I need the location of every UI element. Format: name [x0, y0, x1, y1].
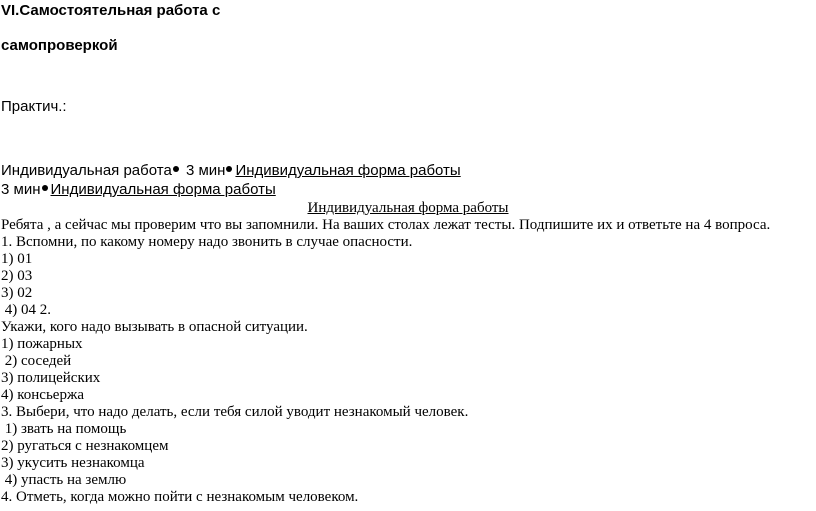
section-title-line-2: самопроверкой — [1, 37, 118, 54]
answer-option: 4) упасть на землю — [1, 472, 127, 488]
answer-option: 2) соседей — [1, 353, 72, 369]
test-content — [1, 217, 813, 506]
answer-option: 2) ругаться с незнакомцем — [1, 438, 169, 454]
summary-form-link: Индивидуальная форма работы — [50, 181, 276, 198]
answer-option: 4) консьержа — [1, 387, 84, 403]
answer-option: 3) 02 — [1, 285, 33, 301]
question-text: 1. Вспомни, по какому номеру надо звонить в случае опасности. — [1, 234, 413, 250]
content-title: Индивидуальная форма работы — [307, 200, 509, 216]
bullet-icon — [173, 166, 179, 172]
answer-option: 3) полицейских — [1, 370, 101, 386]
answer-option: 2) 03 — [1, 268, 33, 284]
practical-label: Практич.: — [1, 98, 67, 115]
bullet-icon — [42, 185, 48, 191]
intro-text: Ребята , а сейчас мы проверим что вы запомнили. На ваших столах лежат тесты. Подпишите их и ответьте на 4 вопроса. — [1, 217, 771, 233]
question-text: Укажи, кого надо вызывать в опасной ситуации. — [1, 319, 308, 335]
summary-duration: 3 мин — [181, 162, 226, 179]
answer-option: 1) 01 — [1, 251, 33, 267]
answer-option: 4) 04 2. — [1, 302, 51, 318]
question-text: 4. Отметь, когда можно пойти с незнакомым человеком. — [1, 489, 359, 505]
summary-form-link: Индивидуальная форма работы — [235, 162, 461, 179]
bullet-icon — [226, 166, 232, 172]
section-title-line-1: VI.Самостоятельная работа с — [1, 2, 221, 19]
answer-option: 3) укусить незнакомца — [1, 455, 145, 471]
summary-duration: 3 мин — [1, 181, 41, 198]
answer-option: 1) звать на помощь — [1, 421, 127, 437]
question-text: 3. Выбери, что надо делать, если тебя силой уводит незнакомый человек. — [1, 404, 469, 420]
summary-line-1 — [1, 162, 461, 180]
answer-option: 1) пожарных — [1, 336, 83, 352]
summary-work-type: Индивидуальная работа — [1, 162, 172, 179]
summary-line-2 — [1, 181, 276, 199]
